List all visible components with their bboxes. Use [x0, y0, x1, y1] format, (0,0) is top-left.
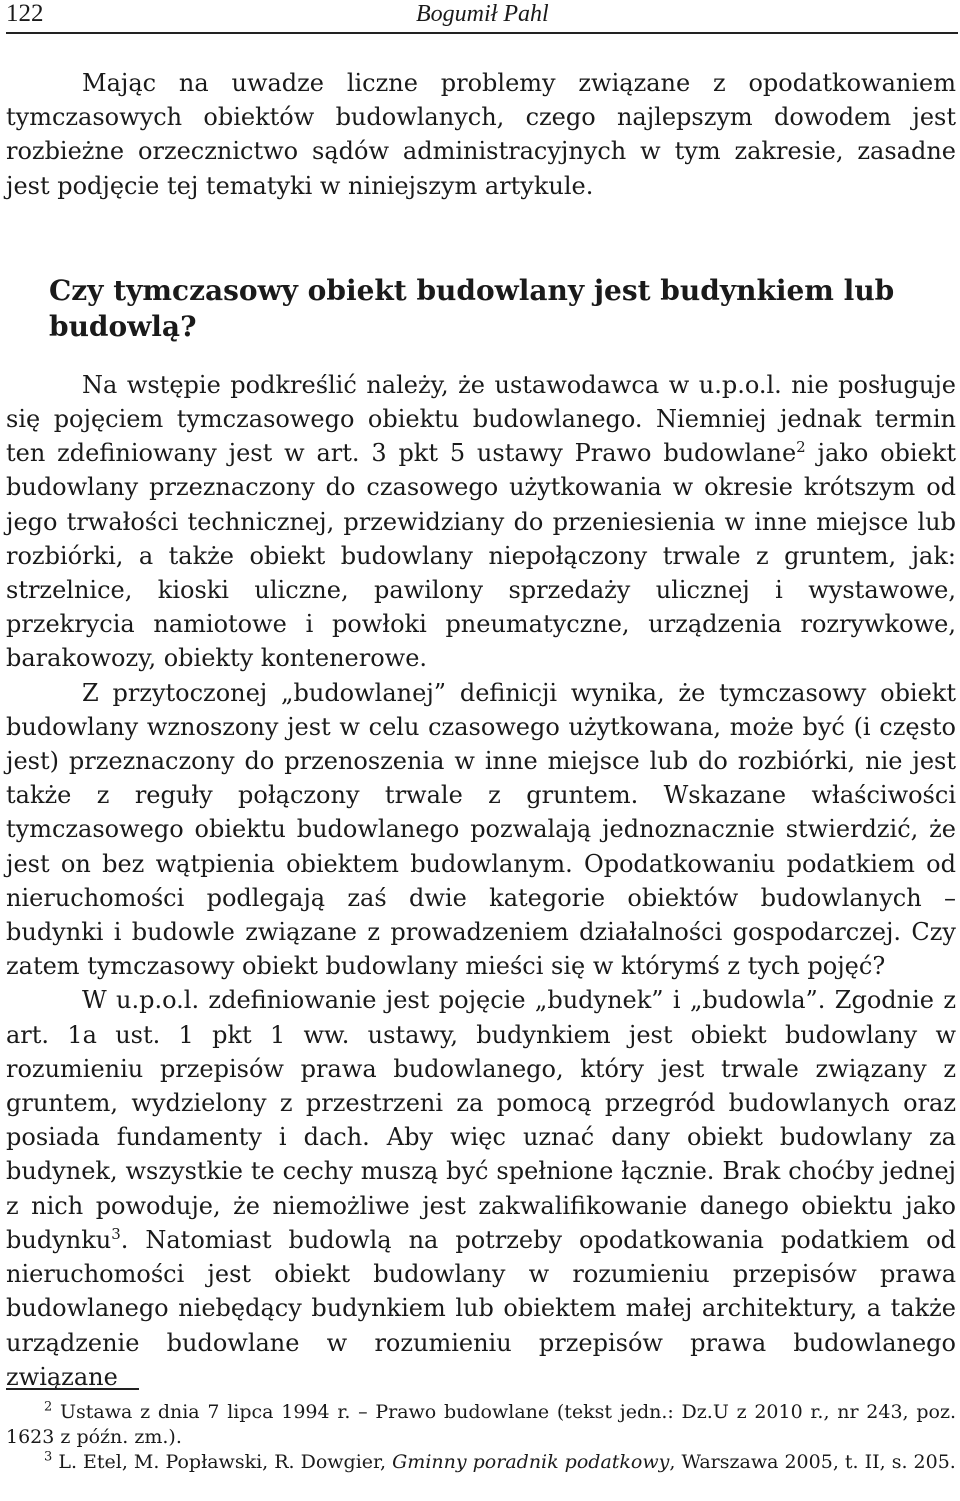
- running-head-author: Bogumił Pahl: [416, 1, 549, 27]
- paragraph-text: . Natomiast budowlą na potrzeby opodatkowania podatkiem od nieruchomości jest obiekt budowlany w rozumieniu przepisów prawa budowlanego niebędący budynkiem lub obiektem małej architektury, a także urządzenie budowlane w rozumieniu przepisów prawa budowlanego związane: [6, 1225, 956, 1391]
- footnote-text: , Warszawa 2005, t. II, s. 205.: [669, 1451, 956, 1473]
- footnote-rule: [6, 1388, 139, 1390]
- footnote-text: Ustawa z dnia 7 lipca 1994 r. – Prawo budowlane (tekst jedn.: Dz.U z 2010 r., nr 243, poz. 1623 z późn. zm.).: [6, 1401, 956, 1448]
- paragraph-analysis: Z przytoczonej „budowlanej” definicji wynika, że tymczasowy obiekt budowlany wznoszony jest w celu czasowego użytkowana, może być (i często jest) przeznaczony do przenoszenia w inne miejsce lub do rozbiórki, nie jest także z reguły połączony trwale z gruntem. Wskazane właściwości tymczasowego obiektu budowlanego pozwalają jednoznacznie stwierdzić, że jest on bez wątpienia obiektem budowlanym. Opodatkowaniu podatkiem od nieruchomości podlegają zaś dwie kategorie obiektów budowlanych – budynki i budowle związane z prowadzeniem działalności gospodarczej. Czy zatem tymczasowy obiekt budowlany mieści się w którymś z tych pojęć?: [6, 678, 956, 981]
- paragraph-text: Na wstępie podkreślić należy, że ustawodawca w u.p.o.l. nie posługuje się pojęciem tymczasowego obiektu budowlanego. Niemniej jednak termin ten zdefiniowany jest w art. 3 pkt 5 ustawy Prawo budowlane: [6, 370, 956, 468]
- header-rule: [6, 32, 958, 34]
- footnote-number: 2: [44, 1399, 53, 1415]
- footnote-book-title: Gminny poradnik podatkowy: [392, 1451, 670, 1473]
- paragraph-text: W u.p.o.l. zdefiniowanie jest pojęcie „budynek” i „budowla”. Zgodnie z art. 1a ust. 1 pkt 1 ww. ustawy, budynkiem jest obiekt budowlany w rozumieniu przepisów prawa budowlanego, który jest trwale związany z gruntem, wydzielony z przestrzeni za pomocą przegród budowlanych oraz posiada fundamenty i dach. Aby więc uznać dany obiekt budowlany za budynek, wszystkie te cechy muszą być spełnione łącznie. Brak choćby jednej z nich powoduje, że niemożliwe jest zakwalifikowanie danego obiektu jako budynku: [6, 986, 956, 1254]
- footnote-text: L. Etel, M. Popławski, R. Dowgier,: [52, 1451, 393, 1473]
- paragraph-budynek-budowla: [6, 983, 956, 1393]
- footnote-number: 3: [44, 1449, 53, 1465]
- paragraph-text: jako obiekt budowlany przeznaczony do czasowego użytkowania w okresie krótszym od jego trwałości technicznej, przewidziany do przeniesienia w inne miejsce lub rozbiórki, a także obiekt budowlany niepołączony trwale z gruntem, jak: strzelnice, kioski uliczne, pawilony sprzedaży ulicznej i wystawowe, przekrycia namiotowe i powłoki pneumatyczne, urządzenia rozrywkowe, barakowozy, obiekty kontenerowe.: [6, 439, 956, 673]
- page-number: 122: [6, 0, 44, 27]
- section-heading: Czy tymczasowy obiekt budowlany jest budynkiem lub budowlą?: [49, 273, 895, 343]
- intro-paragraph: Mając na uwadze liczne problemy związane z opodatkowaniem tymczasowych obiektów budowlanych, czego najlepszym dowodem jest rozbieżne orzecznictwo sądów administracyjnych w tym zakresie, zasadne jest podjęcie tej tematyki w niniejszym artykule.: [6, 69, 956, 200]
- paragraph-definition: [6, 368, 956, 676]
- footnote-2: [6, 1400, 956, 1450]
- footnote-3: [6, 1450, 956, 1475]
- footnote-ref-3: 3: [111, 1224, 121, 1243]
- footnotes: [6, 1400, 956, 1475]
- main-text: [6, 66, 956, 1394]
- footnote-ref-2: 2: [796, 438, 806, 457]
- page-header: [6, 0, 956, 30]
